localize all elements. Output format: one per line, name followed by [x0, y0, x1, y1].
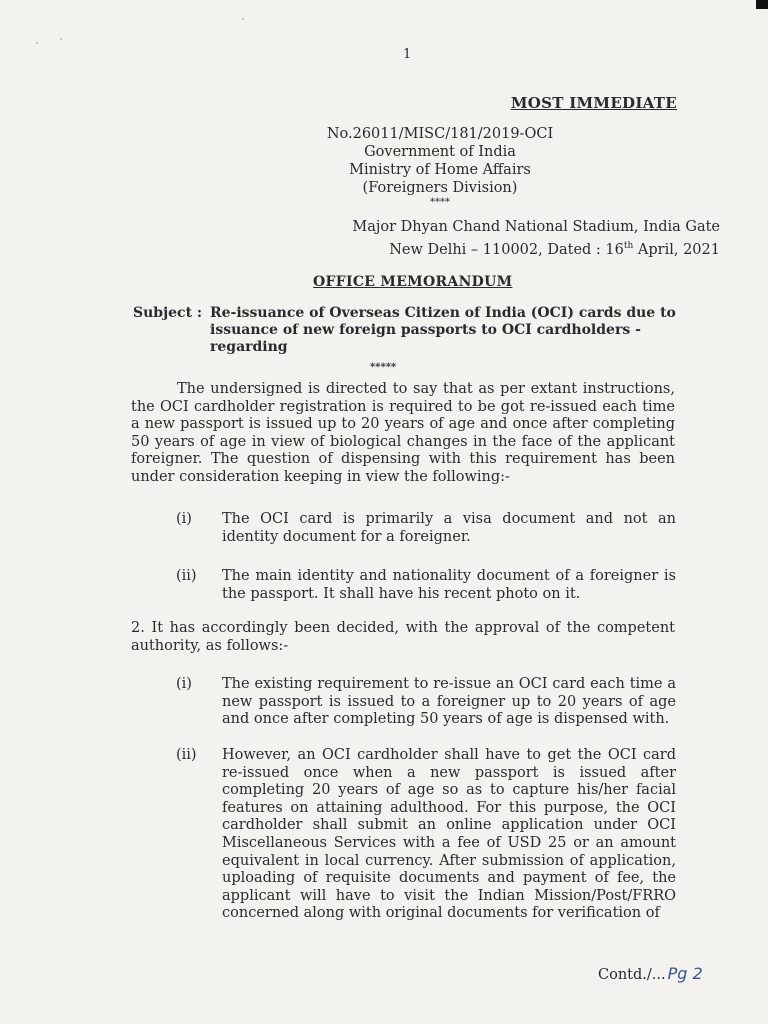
list-item-number: (ii): [176, 568, 197, 584]
organization-line: Ministry of Home Affairs: [349, 162, 531, 178]
date-line: [310, 237, 720, 259]
continued-footer: [598, 964, 703, 983]
paragraph-2: 2. It has accordingly been decided, with the approval of the competent authority, as follows:-: [131, 620, 675, 654]
subject-label: Subject :: [133, 305, 203, 321]
memo-title: OFFICE MEMORANDUM: [313, 274, 513, 290]
paragraph-1: The undersigned is directed to say that as per extant instructions, the OCI cardholder registration is required to be got re-issued each time a new passport is issued up to 20 years of age and once after completing 50 years of age in view of biological changes in the face of the applicant foreigner. The question of dispensing with this requirement has been under consideration keeping in view the following:-: [131, 381, 675, 485]
address-line: Major Dhyan Chand National Stadium, India Gate: [352, 219, 720, 235]
date-rest: April, 2021: [633, 241, 720, 258]
file-number: No.26011/MISC/181/2019-OCI: [326, 126, 554, 142]
list-item-number: (i): [176, 511, 192, 527]
list-item-text: However, an OCI cardholder shall have to get the OCI card re-issued once when a new passport is issued after completing 20 years of age so as to capture his/her facial features on attaining adulthood. For this purpose, the OCI cardholder shall submit an online application under OCI Miscellaneous Services with a fee of USD 25 or an amount equivalent in local currency. After submission of application, uploading of requisite documents and payment of fee, the applicant will have to visit the Indian Mission/Post/FRRO concerned along with original documents for verification of: [222, 747, 676, 922]
scan-speck: [36, 42, 38, 44]
date-prefix: New Delhi – 110002, Dated : 16: [389, 241, 624, 258]
subject-separator: *****: [370, 362, 397, 373]
subject-text: Re-issuance of Overseas Citizen of India (OCI) cards due to issuance of new foreign passports to OCI cardholders - regarding: [210, 305, 676, 355]
scan-edge-mark: [756, 0, 768, 9]
list-item-number: (i): [176, 676, 192, 692]
organization-line: Government of India: [364, 144, 516, 160]
urgency-label: MOST IMMEDIATE: [510, 94, 677, 112]
header-separator: ****: [430, 197, 450, 208]
memo-header: [290, 125, 590, 209]
date-suffix: th: [623, 240, 634, 251]
list-item-number: (ii): [176, 747, 197, 763]
scan-speck: [60, 38, 62, 40]
list-item-text: The existing requirement to re-issue an OCI card each time a new passport is issued to a foreigner up to 20 years of age and once after completing 50 years of age is dispensed with.: [222, 676, 676, 728]
organization-line: (Foreigners Division): [362, 180, 518, 196]
list-item-text: The main identity and nationality document of a foreigner is the passport. It shall have his recent photo on it.: [222, 568, 676, 602]
list-item-text: The OCI card is primarily a visa document and not an identity document for a foreigner.: [222, 511, 676, 545]
scan-speck: [242, 18, 244, 20]
page-number: 1: [403, 47, 412, 62]
address-block: [310, 218, 720, 259]
continued-label: Contd./...: [598, 967, 666, 983]
handwritten-page-note: Pg 2: [667, 964, 703, 983]
